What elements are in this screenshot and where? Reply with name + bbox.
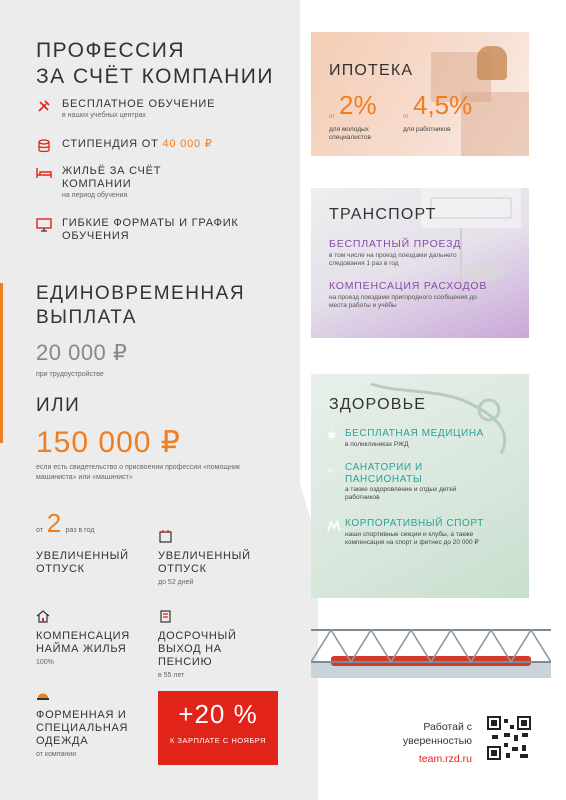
transport-s2: на проезд поездами пригородного сообщения до места работы и учёбы — [329, 294, 477, 309]
qr-code-icon[interactable] — [487, 716, 531, 760]
transport-t2: КОМПЕНСАЦИЯ РАСХОДОВ — [329, 280, 488, 292]
health-card — [311, 374, 529, 598]
feature-sub: на период обучения — [62, 192, 128, 199]
helmet-icon — [36, 689, 50, 703]
or-label: ИЛИ — [36, 395, 81, 416]
vacation-1-title: УВЕЛИЧЕННЫЙ ОТПУСК — [36, 550, 129, 575]
calendar-icon — [158, 530, 172, 544]
footer-slogan: Работай с уверенностью — [402, 721, 472, 747]
pension — [158, 630, 278, 682]
monitor-icon — [36, 218, 52, 234]
sport-icon — [327, 520, 341, 532]
feature-title: ГИБКИЕ ФОРМАТЫ И ГРАФИК ОБУЧЕНИЯ — [62, 217, 239, 242]
vacation-2-title: УВЕЛИЧЕННЫЙ ОТПУСК — [158, 550, 251, 575]
big-note: если есть свидетельство о присвоении профессии «помощник машиниста» или «машинист» — [36, 464, 240, 481]
transport-s1: в том числе на проезд поездами дальнего следования 1 раз в год — [329, 252, 457, 267]
footer — [380, 720, 472, 766]
promo-sub: К ЗАРПЛАТЕ С НОЯБРЯ — [169, 736, 267, 745]
health-s1: в поликлиниках РЖД — [345, 441, 409, 448]
vac-num: 2 — [46, 508, 62, 538]
accent-bar — [0, 283, 3, 443]
rate2: 4,5% — [413, 90, 473, 120]
pension-title: ДОСРОЧНЫЙ ВЫХОД НА ПЕНСИЮ — [158, 630, 237, 668]
footer-url[interactable]: team.rzd.ru — [418, 753, 472, 765]
transport-t1: БЕСПЛАТНЫЙ ПРОЕЗД — [329, 238, 462, 250]
vacation-2 — [158, 550, 268, 589]
page-title — [36, 38, 274, 90]
rent — [36, 630, 136, 669]
mortgage-card — [311, 32, 529, 156]
rate1-caption: для молодых специалистов — [329, 126, 371, 141]
vacation-2-sub: до 52 дней — [158, 579, 194, 586]
health-t1: БЕСПЛАТНАЯ МЕДИЦИНА — [345, 428, 484, 439]
vac-freq: раз в год — [65, 527, 95, 534]
uniform — [36, 709, 146, 761]
health-s3: наши спортивные секции и клубы, а также компенсация на спорт и фитнес до 20 000 ₽ — [345, 531, 479, 546]
transport-title: ТРАНСПОРТ — [329, 206, 437, 223]
cat-image — [477, 46, 507, 80]
uniform-title: ФОРМЕННАЯ И СПЕЦИАЛЬНАЯ ОДЕЖДА — [36, 709, 129, 747]
health-title: ЗДОРОВЬЕ — [329, 396, 427, 413]
lump-title: ЕДИНОВРЕМЕННАЯ ВЫПЛАТА — [36, 283, 246, 328]
uniform-sub: от компании — [36, 751, 77, 758]
rent-title: КОМПЕНСАЦИЯ НАЙМА ЖИЛЬЯ — [36, 630, 130, 655]
rent-sub: 100% — [36, 659, 54, 666]
rate2-from: от — [403, 114, 409, 120]
pension-sub: в 55 лет — [158, 672, 185, 679]
mortgage-title: ИПОТЕКА — [329, 62, 414, 79]
rate1: 2% — [339, 90, 377, 120]
stipend-amount: 40 000 ₽ — [162, 138, 213, 150]
vacation-freq — [36, 508, 95, 538]
transport-card — [311, 188, 529, 338]
feature-title: ЖИЛЬЁ ЗА СЧЁТ КОМПАНИИ — [62, 165, 162, 190]
lump-value: 20 000 ₽ — [36, 340, 128, 365]
feature-housing — [36, 165, 182, 201]
salary-promo — [158, 691, 278, 765]
health-t2: САНАТОРИИ И ПАНСИОНАТЫ — [345, 462, 423, 485]
coins-icon — [36, 139, 52, 155]
document-icon — [158, 610, 172, 624]
health-s2: а также оздоровление и отдых детей работников — [345, 486, 457, 501]
bed-icon — [36, 166, 52, 182]
train-bridge-image — [311, 622, 551, 692]
tools-icon — [36, 99, 52, 115]
health-t3: КОРПОРАТИВНЫЙ СПОРТ — [345, 518, 484, 529]
feature-title: СТИПЕНДИЯ ОТ — [62, 138, 159, 150]
waves-icon: ≈ — [327, 465, 334, 477]
rate1-from: от — [329, 114, 335, 120]
lump-note: при трудоустройстве — [36, 371, 104, 378]
rate2-caption: для работников — [403, 126, 451, 133]
medical-icon: ✱ — [327, 430, 337, 442]
promo-value: +20 % — [178, 699, 258, 729]
house-icon — [36, 610, 50, 624]
feature-flex — [36, 217, 242, 243]
feature-free-training — [36, 98, 215, 121]
title-line-1: ПРОФЕССИЯ — [36, 39, 186, 62]
vac-from: от — [36, 527, 43, 534]
feature-sub: в наших учебных центрах — [62, 112, 146, 119]
feature-title: БЕСПЛАТНОЕ ОБУЧЕНИЕ — [62, 98, 216, 110]
big-value: 150 000 ₽ — [36, 426, 181, 459]
title-line-2: ЗА СЧЁТ КОМПАНИИ — [36, 65, 274, 88]
feature-stipend — [36, 138, 213, 155]
